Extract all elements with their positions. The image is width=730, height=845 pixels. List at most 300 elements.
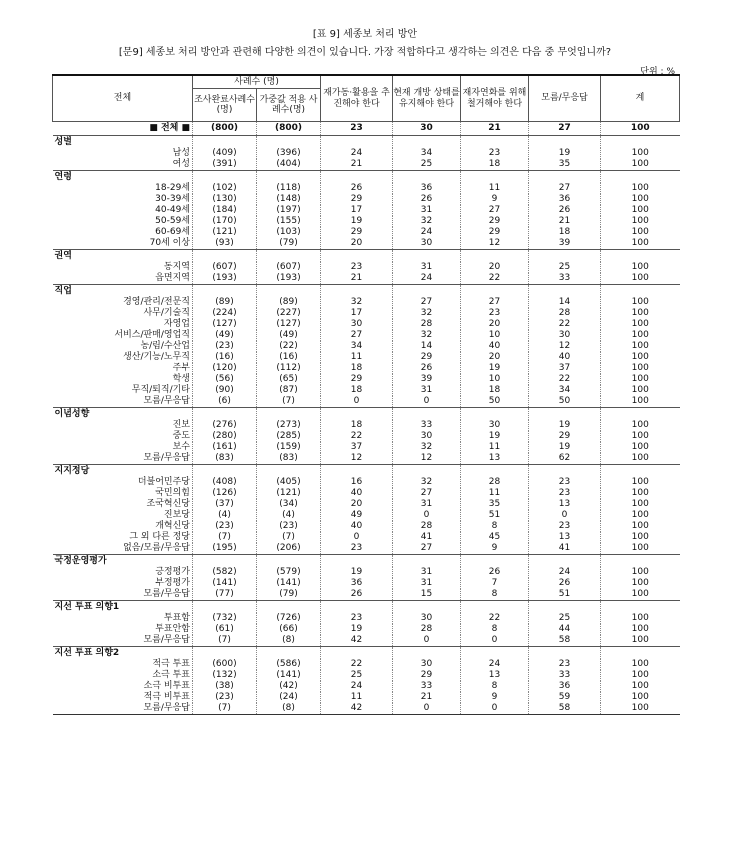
cell-value: 22 xyxy=(461,613,529,624)
cell-cases-done: (6) xyxy=(193,396,257,408)
cell-cases-done: (89) xyxy=(193,297,257,308)
cell-value: 21 xyxy=(529,216,601,227)
cell-value: 18 xyxy=(321,420,393,431)
table-row xyxy=(53,396,680,408)
table-row xyxy=(53,589,680,601)
cell-cases-weighted: (227) xyxy=(257,308,321,319)
header-total: 계 xyxy=(601,75,680,122)
cell-value: 27 xyxy=(393,543,461,555)
row-label: ■ 전체 ■ xyxy=(53,122,193,136)
row-label: 동지역 xyxy=(163,262,190,272)
cell-value: 20 xyxy=(321,499,393,510)
cell-value: 31 xyxy=(393,205,461,216)
header-cases-done: 조사완료사례수(명) xyxy=(193,89,257,122)
table-row xyxy=(53,238,680,250)
header-all: 전체 xyxy=(53,75,193,122)
cell-value: 0 xyxy=(393,396,461,408)
cell-value: 100 xyxy=(601,692,680,703)
group-blank-cell xyxy=(257,601,321,614)
group-blank-cell xyxy=(601,601,680,614)
cell-value: 24 xyxy=(461,659,529,670)
cell-value: 32 xyxy=(393,216,461,227)
cell-cases-weighted: (4) xyxy=(257,510,321,521)
row-label: 진보 xyxy=(172,420,190,430)
cell-value: 22 xyxy=(461,273,529,285)
cell-value: 14 xyxy=(393,341,461,352)
header-opt4: 모름/무응답 xyxy=(529,75,601,122)
header-cases-weighted: 가중값 적용 사례수(명) xyxy=(257,89,321,122)
cell-value: 26 xyxy=(529,205,601,216)
cell-value: 31 xyxy=(393,385,461,396)
cell-value: 100 xyxy=(601,431,680,442)
cell-value: 22 xyxy=(529,319,601,330)
cell-value: 26 xyxy=(529,578,601,589)
cell-cases-done: (195) xyxy=(193,543,257,555)
group-blank-cell xyxy=(601,250,680,263)
cell-value: 36 xyxy=(321,578,393,589)
group-header-row xyxy=(53,601,680,614)
group-blank-cell xyxy=(257,555,321,568)
cell-value: 36 xyxy=(393,183,461,194)
cell-value: 13 xyxy=(529,499,601,510)
cell-value: 100 xyxy=(601,205,680,216)
cell-value: 20 xyxy=(321,238,393,250)
cell-value: 30 xyxy=(321,319,393,330)
group-header-row xyxy=(53,647,680,660)
row-label: 적극 비투표 xyxy=(143,692,190,702)
table-row xyxy=(53,352,680,363)
cell-value: 30 xyxy=(393,659,461,670)
table-row xyxy=(53,567,680,578)
row-label: 적극 투표 xyxy=(152,659,190,669)
cell-value: 8 xyxy=(461,521,529,532)
cell-value: 37 xyxy=(321,442,393,453)
cell-cases-done: (23) xyxy=(193,521,257,532)
cell-cases-weighted: (7) xyxy=(257,532,321,543)
table-row xyxy=(53,635,680,647)
group-name: 지선 투표 의향2 xyxy=(53,647,193,660)
row-label: 소극 비투표 xyxy=(143,681,190,691)
group-blank-cell xyxy=(257,171,321,184)
cell-value: 18 xyxy=(461,385,529,396)
cell-value: 100 xyxy=(601,159,680,171)
table-row xyxy=(53,319,680,330)
cell-cases-weighted: (79) xyxy=(257,238,321,250)
cell-cases-weighted: (23) xyxy=(257,521,321,532)
cell-value: 27 xyxy=(393,297,461,308)
cell-cases-done: (280) xyxy=(193,431,257,442)
table-row xyxy=(53,453,680,465)
cell-value: 100 xyxy=(601,183,680,194)
cell-value: 19 xyxy=(461,363,529,374)
cell-cases-done: (37) xyxy=(193,499,257,510)
group-blank-cell xyxy=(601,647,680,660)
cell-value: 7 xyxy=(461,578,529,589)
cell-cases-weighted: (206) xyxy=(257,543,321,555)
cell-value: 29 xyxy=(529,431,601,442)
cell-value: 29 xyxy=(321,227,393,238)
cell-cases-weighted: (726) xyxy=(257,613,321,624)
cell-value: 0 xyxy=(529,510,601,521)
cell-cases-done: (224) xyxy=(193,308,257,319)
cell-value: 27 xyxy=(461,297,529,308)
results-table xyxy=(52,74,680,715)
cell-value: 100 xyxy=(601,308,680,319)
cell-value: 14 xyxy=(529,297,601,308)
row-label: 학생 xyxy=(172,374,190,384)
cell-value: 100 xyxy=(601,148,680,159)
group-blank-cell xyxy=(529,555,601,568)
cell-value: 29 xyxy=(461,216,529,227)
cell-value: 26 xyxy=(321,183,393,194)
group-blank-cell xyxy=(321,171,393,184)
cell-value: 100 xyxy=(601,659,680,670)
cell-value: 100 xyxy=(601,227,680,238)
cell-value: 8 xyxy=(461,624,529,635)
cell-value: 23 xyxy=(529,521,601,532)
group-header-row xyxy=(53,555,680,568)
cell-cases-weighted: (159) xyxy=(257,442,321,453)
cell-value: 8 xyxy=(461,589,529,601)
cell-value: 42 xyxy=(321,703,393,715)
cell-value: 17 xyxy=(321,308,393,319)
cell-value: 0 xyxy=(461,635,529,647)
cell-cases-done: (607) xyxy=(193,262,257,273)
row-label: 그 외 다른 정당 xyxy=(129,532,190,542)
cell-value: 32 xyxy=(393,308,461,319)
group-name: 이념성향 xyxy=(53,408,193,421)
row-label: 조국혁신당 xyxy=(146,499,190,509)
cell-value: 25 xyxy=(393,159,461,171)
cell-cases-done: (130) xyxy=(193,194,257,205)
cell-cases-weighted: (103) xyxy=(257,227,321,238)
cell-value: 31 xyxy=(393,567,461,578)
row-label: 50-59세 xyxy=(155,216,190,226)
cell-cases-done: (732) xyxy=(193,613,257,624)
cell-value: 34 xyxy=(321,341,393,352)
cell-cases-done: (49) xyxy=(193,330,257,341)
cell-value: 62 xyxy=(529,453,601,465)
cell-value: 37 xyxy=(529,363,601,374)
row-label: 국민의힘 xyxy=(155,488,190,498)
cell-value: 20 xyxy=(461,262,529,273)
cell-value: 31 xyxy=(393,578,461,589)
header-opt2: 현재 개방 상태를 유지해야 한다 xyxy=(393,75,461,122)
cell-cases-weighted: (607) xyxy=(257,262,321,273)
row-label: 보수 xyxy=(172,442,190,452)
cell-value: 44 xyxy=(529,624,601,635)
cell-cases-weighted: (89) xyxy=(257,297,321,308)
cell-cases-done: (16) xyxy=(193,352,257,363)
cell-cases-done: (276) xyxy=(193,420,257,431)
group-blank-cell xyxy=(321,601,393,614)
group-blank-cell xyxy=(393,647,461,660)
cell-value: 24 xyxy=(321,681,393,692)
cell-value: 100 xyxy=(601,297,680,308)
group-blank-cell xyxy=(529,250,601,263)
row-label: 읍면지역 xyxy=(155,273,190,283)
cell-value: 23 xyxy=(321,122,393,136)
cell-cases-weighted: (273) xyxy=(257,420,321,431)
table-row xyxy=(53,692,680,703)
cell-cases-weighted: (7) xyxy=(257,396,321,408)
group-blank-cell xyxy=(529,647,601,660)
group-blank-cell xyxy=(461,601,529,614)
cell-value: 100 xyxy=(601,442,680,453)
group-blank-cell xyxy=(193,285,257,298)
group-blank-cell xyxy=(461,171,529,184)
cell-value: 20 xyxy=(461,352,529,363)
table-row xyxy=(53,442,680,453)
cell-cases-done: (127) xyxy=(193,319,257,330)
cell-cases-done: (132) xyxy=(193,670,257,681)
cell-value: 51 xyxy=(529,589,601,601)
group-blank-cell xyxy=(257,136,321,149)
cell-value: 100 xyxy=(601,521,680,532)
group-blank-cell xyxy=(321,465,393,478)
cell-value: 19 xyxy=(321,567,393,578)
cell-value: 30 xyxy=(393,122,461,136)
group-blank-cell xyxy=(393,250,461,263)
cell-value: 18 xyxy=(461,159,529,171)
cell-cases-done: (61) xyxy=(193,624,257,635)
cell-value: 100 xyxy=(601,703,680,715)
cell-value: 33 xyxy=(529,670,601,681)
cell-value: 33 xyxy=(393,681,461,692)
cell-value: 58 xyxy=(529,703,601,715)
cell-value: 29 xyxy=(461,227,529,238)
row-label: 소극 투표 xyxy=(152,670,190,680)
cell-cases-done: (582) xyxy=(193,567,257,578)
table-row xyxy=(53,205,680,216)
cell-value: 19 xyxy=(321,624,393,635)
table-row xyxy=(53,431,680,442)
cell-value: 18 xyxy=(321,385,393,396)
row-label: 생산/기능/노무직 xyxy=(123,352,190,362)
question-text: [문9] 세종보 처리 방안과 관련해 다양한 의견이 있습니다. 가장 적합하다고 생각하는 의견은 다음 중 무엇입니까? xyxy=(118,47,612,58)
cell-value: 25 xyxy=(529,262,601,273)
cell-value: 28 xyxy=(529,308,601,319)
cell-value: 23 xyxy=(461,148,529,159)
cell-value: 100 xyxy=(601,499,680,510)
group-blank-cell xyxy=(529,171,601,184)
cell-value: 0 xyxy=(321,396,393,408)
cell-cases-done: (184) xyxy=(193,205,257,216)
cell-value: 20 xyxy=(461,319,529,330)
cell-value: 9 xyxy=(461,194,529,205)
cell-cases-weighted: (121) xyxy=(257,488,321,499)
group-blank-cell xyxy=(601,171,680,184)
cell-cases-done: (4) xyxy=(193,510,257,521)
cell-value: 23 xyxy=(321,613,393,624)
group-name: 지지정당 xyxy=(53,465,193,478)
cell-value: 11 xyxy=(321,692,393,703)
cell-value: 21 xyxy=(321,159,393,171)
cell-value: 100 xyxy=(601,262,680,273)
group-header-row xyxy=(53,171,680,184)
row-label: 남성 xyxy=(172,148,190,158)
cell-value: 35 xyxy=(529,159,601,171)
table-row xyxy=(53,613,680,624)
cell-value: 41 xyxy=(393,532,461,543)
group-blank-cell xyxy=(461,285,529,298)
cell-cases-weighted: (8) xyxy=(257,703,321,715)
cell-value: 19 xyxy=(529,148,601,159)
table-row xyxy=(53,510,680,521)
cell-value: 28 xyxy=(393,319,461,330)
cell-cases-weighted: (148) xyxy=(257,194,321,205)
group-blank-cell xyxy=(393,465,461,478)
cell-value: 100 xyxy=(601,670,680,681)
cell-value: 23 xyxy=(529,659,601,670)
cell-value: 100 xyxy=(601,122,680,136)
group-header-row xyxy=(53,250,680,263)
table-row xyxy=(53,262,680,273)
row-label: 중도 xyxy=(172,431,190,441)
cell-value: 34 xyxy=(393,148,461,159)
cell-value: 100 xyxy=(601,273,680,285)
cell-value: 100 xyxy=(601,453,680,465)
group-blank-cell xyxy=(529,408,601,421)
cell-cases-weighted: (285) xyxy=(257,431,321,442)
cell-value: 13 xyxy=(461,453,529,465)
group-blank-cell xyxy=(529,601,601,614)
group-name: 성별 xyxy=(53,136,193,149)
group-blank-cell xyxy=(393,601,461,614)
cell-cases-done: (7) xyxy=(193,532,257,543)
cell-cases-done: (391) xyxy=(193,159,257,171)
group-blank-cell xyxy=(193,171,257,184)
cell-cases-weighted: (79) xyxy=(257,589,321,601)
group-header-row xyxy=(53,408,680,421)
cell-value: 100 xyxy=(601,532,680,543)
cell-cases-done: (800) xyxy=(193,122,257,136)
cell-value: 50 xyxy=(529,396,601,408)
cell-value: 16 xyxy=(321,477,393,488)
cell-value: 100 xyxy=(601,363,680,374)
row-label: 모름/무응답 xyxy=(53,703,193,715)
group-blank-cell xyxy=(601,285,680,298)
cell-value: 18 xyxy=(529,227,601,238)
table-row xyxy=(53,183,680,194)
cell-value: 100 xyxy=(601,488,680,499)
row-label: 주부 xyxy=(172,363,190,373)
group-blank-cell xyxy=(193,136,257,149)
group-name: 직업 xyxy=(53,285,193,298)
table-row xyxy=(53,532,680,543)
row-label: 30-39세 xyxy=(155,194,190,204)
cell-value: 0 xyxy=(321,532,393,543)
group-blank-cell xyxy=(393,171,461,184)
cell-value: 100 xyxy=(601,396,680,408)
cell-value: 100 xyxy=(601,510,680,521)
cell-value: 100 xyxy=(601,589,680,601)
header-opt1: 재가동·활용을 추진해야 한다 xyxy=(321,75,393,122)
group-blank-cell xyxy=(393,285,461,298)
group-blank-cell xyxy=(601,555,680,568)
group-name: 국정운영평가 xyxy=(53,555,193,568)
group-blank-cell xyxy=(393,408,461,421)
cell-value: 13 xyxy=(461,670,529,681)
row-label: 모름/무응답 xyxy=(143,453,190,463)
group-blank-cell xyxy=(193,250,257,263)
cell-value: 28 xyxy=(393,521,461,532)
cell-value: 100 xyxy=(601,567,680,578)
table-row xyxy=(53,499,680,510)
group-blank-cell xyxy=(257,408,321,421)
cell-value: 27 xyxy=(529,183,601,194)
row-label: 농/림/수산업 xyxy=(140,341,190,351)
cell-value: 30 xyxy=(393,431,461,442)
cell-cases-weighted: (16) xyxy=(257,352,321,363)
group-blank-cell xyxy=(321,136,393,149)
cell-value: 100 xyxy=(601,578,680,589)
table-row xyxy=(53,194,680,205)
cell-value: 36 xyxy=(529,194,601,205)
cell-value: 12 xyxy=(461,238,529,250)
table-row xyxy=(53,330,680,341)
cell-value: 26 xyxy=(393,363,461,374)
group-blank-cell xyxy=(461,465,529,478)
table-row xyxy=(53,488,680,499)
cell-cases-weighted: (118) xyxy=(257,183,321,194)
cell-value: 39 xyxy=(393,374,461,385)
cell-value: 100 xyxy=(601,216,680,227)
group-blank-cell xyxy=(601,136,680,149)
row-label: 개혁신당 xyxy=(155,521,190,531)
group-blank-cell xyxy=(529,285,601,298)
cell-value: 11 xyxy=(461,183,529,194)
row-label: 70세 이상 xyxy=(149,238,190,248)
group-blank-cell xyxy=(321,250,393,263)
row-label: 60-69세 xyxy=(155,227,190,237)
cell-cases-done: (170) xyxy=(193,216,257,227)
cell-cases-weighted: (396) xyxy=(257,148,321,159)
cell-cases-done: (409) xyxy=(193,148,257,159)
cell-value: 100 xyxy=(601,624,680,635)
cell-value: 29 xyxy=(393,670,461,681)
cell-value: 59 xyxy=(529,692,601,703)
cell-value: 19 xyxy=(529,442,601,453)
cell-value: 30 xyxy=(461,420,529,431)
cell-value: 100 xyxy=(601,330,680,341)
row-label: 서비스/판매/영업직 xyxy=(114,330,190,340)
cell-value: 21 xyxy=(461,122,529,136)
cell-value: 27 xyxy=(461,205,529,216)
group-blank-cell xyxy=(601,408,680,421)
group-blank-cell xyxy=(193,465,257,478)
row-label: 긍정평가 xyxy=(155,567,190,577)
table-row xyxy=(53,308,680,319)
cell-value: 36 xyxy=(529,681,601,692)
cell-value: 22 xyxy=(529,374,601,385)
group-header-row xyxy=(53,136,680,149)
cell-cases-weighted: (112) xyxy=(257,363,321,374)
group-name: 연령 xyxy=(53,171,193,184)
cell-cases-done: (120) xyxy=(193,363,257,374)
group-header-row xyxy=(53,285,680,298)
cell-cases-weighted: (127) xyxy=(257,319,321,330)
cell-value: 33 xyxy=(529,273,601,285)
group-blank-cell xyxy=(193,647,257,660)
table-row xyxy=(53,297,680,308)
cell-value: 26 xyxy=(461,567,529,578)
cell-value: 23 xyxy=(529,477,601,488)
cell-value: 25 xyxy=(529,613,601,624)
table-row xyxy=(53,624,680,635)
cell-value: 19 xyxy=(321,216,393,227)
table-row xyxy=(53,341,680,352)
